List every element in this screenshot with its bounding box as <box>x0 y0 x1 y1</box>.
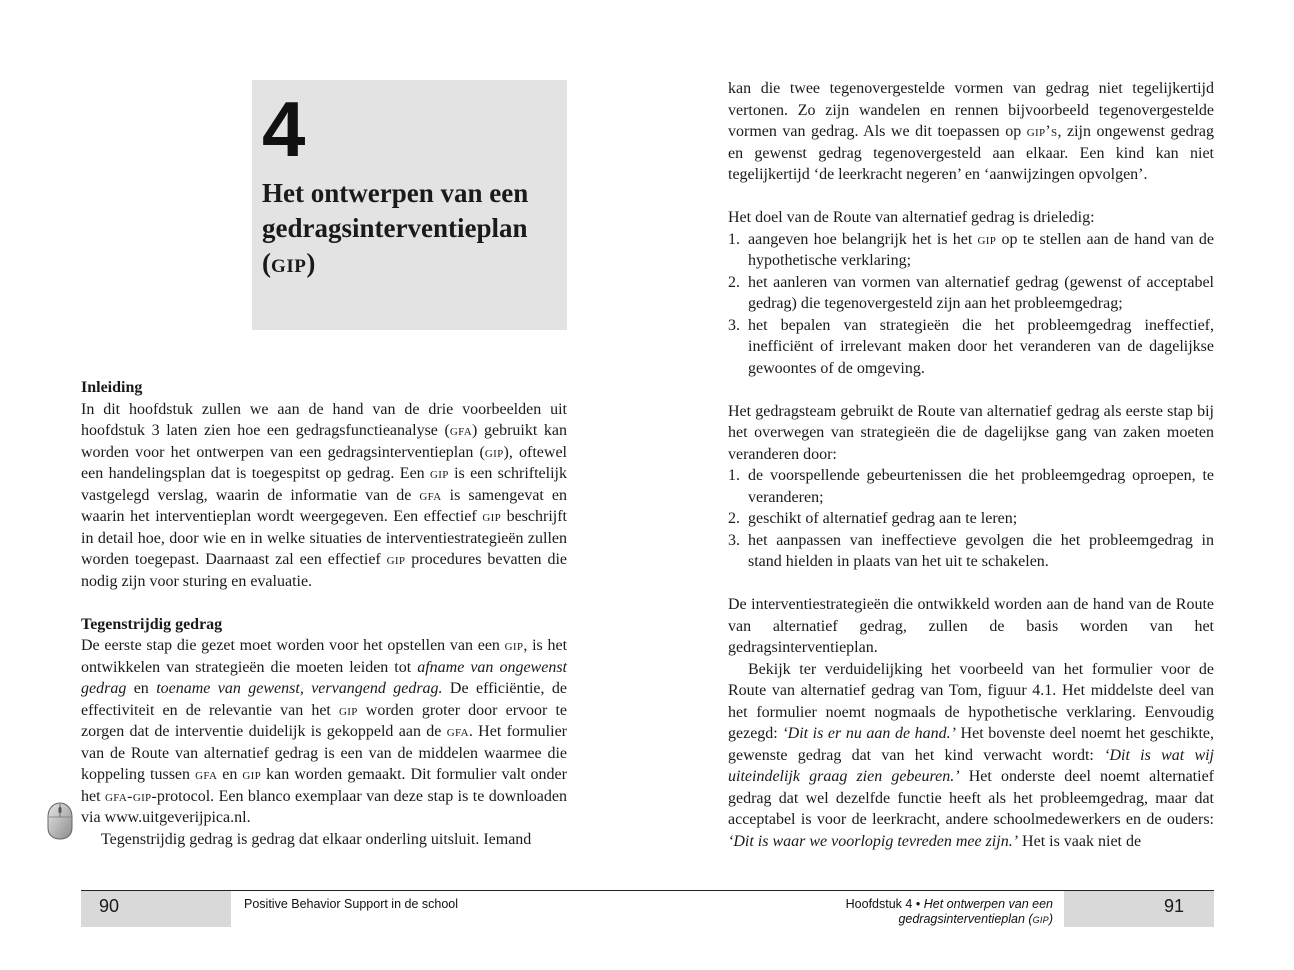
section2-paragraph-2: Tegenstrijdig gedrag is gedrag dat elkaar onderling uitsluit. Iemand <box>101 830 532 848</box>
section-heading-tegenstrijdig: Tegenstrijdig gedrag <box>81 615 223 633</box>
computer-mouse-icon <box>47 802 73 840</box>
example-paragraph: Bekijk ter verduidelijking het voorbeeld van het formulier voor de Route van alternatief gedrag van Tom, figuur 4.1. Het middelste deel van het formulier noemt nogmaals de hypothetische verklaring. Eenvoudig gezegd: ‘Dit is er nu aan de hand.’ Het bovenste deel noemt het geschikte, gewenste gedrag dat van het kind verwacht wordt: ‘Dit is wat wij uiteindelijk graag zien gebeuren.’ Het onderste deel noemt alternatief gedrag dat wel dezelfde functie heeft als het probleemgedrag, maar dat acceptabel is voor de leerkracht, andere schoolmedewerkers en de ouders: ‘Dit is waar we voorlopig tevreden mee zijn.’ Het is vaak niet de <box>728 660 1215 850</box>
list-item: 1. de voorspellende gebeurtenissen die het probleemgedrag oproepen, te veranderen; <box>728 467 1214 506</box>
goal-list <box>728 229 1214 380</box>
section-heading-inleiding: Inleiding <box>81 379 143 396</box>
continuation-paragraph: kan die twee tegenovergestelde vormen van gedrag niet tegelijkertijd vertonen. Zo zijn wandelen en rennen bijvoorbeeld tegenovergestelde vormen van gedrag. Als we dit toepassen op gip’s, zijn ongewenst gedrag en gewenst gedrag tegenovergesteld aan elkaar. Een kind kan niet tegelijkertijd ‘de leerkracht negeren’ en ‘aanwijzingen opvolgen’. <box>728 80 1214 183</box>
team-intro: Het gedragsteam gebruikt de Route van alternatief gedrag als eerste stap bij het overwegen van strategieën die de dagelijkse gang van zaken moeten veranderen door: <box>728 402 1214 463</box>
intro-paragraph: In dit hoofdstuk zullen we aan de hand van de drie voorbeelden uit hoofdstuk 3 laten zien hoe een gedragsfunctieanalyse (gfa) gebruikt kan worden voor het ontwerpen van een gedragsinterventieplan (gip), oftewel een handelingsplan dat is toegespitst op gedrag. Een gip is een schriftelijk vastgelegd verslag, waarin de informatie van de gfa is samengevat en waarin het interventieplan wordt weergegeven. Een effectief gip beschrijft in detail hoe, door wie en in welke situaties de interventiestrategieën zullen worden toegepast. Daarnaast zal een effectief gip procedures bevatten die nodig zijn voor sturing en evaluatie. <box>81 400 568 590</box>
right-text-column <box>728 78 1214 852</box>
running-footer-chapter: Hoofdstuk 4 • Het ontwerpen van een gedragsinterventieplan (gip) <box>845 897 1053 926</box>
list-item: 2. het aanleren van vormen van alternatief gedrag (gewenst of acceptabel gedrag) die tegenovergesteld zijn aan het probleemgedrag; <box>728 273 1214 312</box>
list-item: 3. het aanpassen van ineffectieve gevolgen die het probleemgedrag in stand hielden in plaats van het uit te schakelen. <box>728 531 1214 570</box>
running-footer-book-title: Positive Behavior Support in de school <box>244 897 459 911</box>
strategies-paragraph: De interventiestrategieën die ontwikkeld worden aan de hand van de Route van alternatief gedrag, zullen de basis worden van het gedragsinterventieplan. <box>728 596 1214 656</box>
list-item: 2. geschikt of alternatief gedrag aan te leren; <box>728 510 1018 527</box>
strategy-list <box>728 465 1214 573</box>
section2-paragraph: De eerste stap die gezet moet worden voor het opstellen van een gip, is het ontwikkelen van strategieën die moeten leiden tot afname van ongewenst gedrag en toename van gewenst, vervangend gedrag. De efficiëntie, de effectiviteit en de relevantie van het gip worden groter door ervoor te zorgen dat de interventie duidelijk is gekoppeld aan de gfa. Het formulier van de Route van alternatief gedrag is een van de middelen waarmee die koppeling tussen gfa en gip kan worden gemaakt. Dit formulier valt onder het gfa-gip-protocol. Een blanco exemplaar van deze stap is te downloaden via www.uitgeverijpica.nl. <box>81 637 568 826</box>
chapter-title: Het ontwerpen van een gedragsinterventieplan (gip) <box>262 178 529 278</box>
right-page <box>647 0 1294 970</box>
chapter-number: 4 <box>262 85 306 173</box>
goal-intro: Het doel van de Route van alternatief gedrag is drieledig: <box>728 209 1095 226</box>
list-item: 1. aangeven hoe belangrijk het is het gip op te stellen aan de hand van de hypothetische verklaring; <box>728 230 1215 269</box>
page-number: 91 <box>1064 891 1214 927</box>
left-text-column <box>81 377 567 850</box>
chapter-heading-box <box>252 80 567 330</box>
list-item: 3. het bepalen van strategieën die het probleemgedrag ineffectief, inefficiënt of irrelevant maken door het veranderen van de dagelijkse gewoontes of de omgeving. <box>728 316 1214 377</box>
page-number: 90 <box>81 891 231 927</box>
